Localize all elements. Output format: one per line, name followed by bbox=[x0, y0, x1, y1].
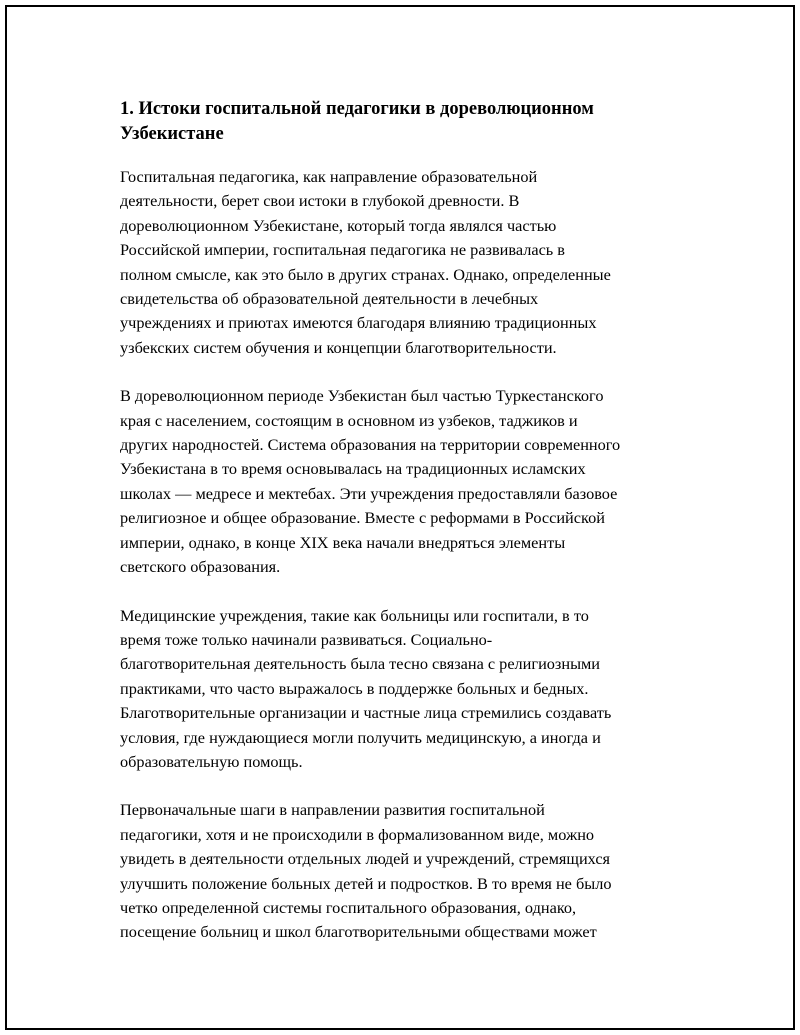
text-line: светского образования. bbox=[120, 557, 281, 577]
heading-line: 1. Истоки госпитальной педагогики в дореволюционном bbox=[120, 99, 594, 119]
text-line: Благотворительные организации и частные лица стремились создавать bbox=[120, 703, 612, 723]
heading-line: Узбекистане bbox=[120, 124, 224, 144]
text-line: благотворительная деятельность была тесно связана с религиозными bbox=[120, 654, 601, 674]
text-line: узбекских систем обучения и концепции благотворительности. bbox=[120, 337, 557, 357]
text-line: Узбекистана в то время основывалась на традиционных исламских bbox=[120, 459, 586, 479]
text-line: увидеть в деятельности отдельных людей и учреждений, стремящихся bbox=[120, 849, 611, 869]
document-page bbox=[5, 5, 795, 1030]
text-line: школах — медресе и мектебах. Эти учреждения предоставляли базовое bbox=[120, 483, 618, 503]
text-line: других народностей. Система образования на территории современного bbox=[120, 435, 621, 455]
text-line: империи, однако, в конце XIX века начали внедряться элементы bbox=[120, 532, 566, 552]
text-line: практиками, что часто выражалось в поддержке больных и бедных. bbox=[120, 678, 589, 698]
text-line: улучшить положение больных детей и подростков. В то время не было bbox=[120, 873, 612, 893]
text-line: педагогики, хотя и не происходили в формализованном виде, можно bbox=[120, 824, 595, 844]
text-line: четко определенной системы госпитального образования, однако, bbox=[120, 897, 577, 917]
text-line: учреждениях и приютах имеются благодаря влиянию традиционных bbox=[120, 313, 597, 333]
text-line: религиозное и общее образование. Вместе с реформами в Российской bbox=[120, 508, 605, 528]
text-line: В дореволюционном периоде Узбекистан был частью Туркестанского bbox=[120, 386, 604, 406]
text-line: условия, где нуждающиеся могли получить медицинскую, а иногда и bbox=[120, 727, 601, 747]
paragraph-4 bbox=[120, 798, 683, 944]
section-heading bbox=[120, 97, 683, 147]
text-line: посещение больниц и школ благотворительными обществами может bbox=[120, 922, 597, 942]
text-line: края с населением, состоящим в основном из узбеков, таджиков и bbox=[120, 410, 578, 430]
text-line: образовательную помощь. bbox=[120, 751, 303, 771]
text-line: время тоже только начинали развиваться. Социально- bbox=[120, 629, 493, 649]
text-line: Российской империи, госпитальная педагогика не развивалась в bbox=[120, 240, 565, 260]
text-line: полном смысле, как это было в других странах. Однако, определенные bbox=[120, 264, 611, 284]
paragraph-1 bbox=[120, 165, 683, 360]
text-line: дореволюционном Узбекистане, который тогда являлся частью bbox=[120, 215, 557, 235]
text-line: свидетельства об образовательной деятельности в лечебных bbox=[120, 289, 539, 309]
text-line: Госпитальная педагогика, как направление образовательной bbox=[120, 167, 538, 186]
paragraph-3 bbox=[120, 604, 683, 775]
text-line: Медицинские учреждения, такие как больницы или госпитали, в то bbox=[120, 605, 589, 625]
document-content bbox=[120, 97, 683, 945]
text-line: Первоначальные шаги в направлении развития госпитальной bbox=[120, 800, 545, 820]
paragraph-2 bbox=[120, 384, 683, 579]
text-line: деятельности, берет свои истоки в глубокой древности. В bbox=[120, 191, 520, 211]
